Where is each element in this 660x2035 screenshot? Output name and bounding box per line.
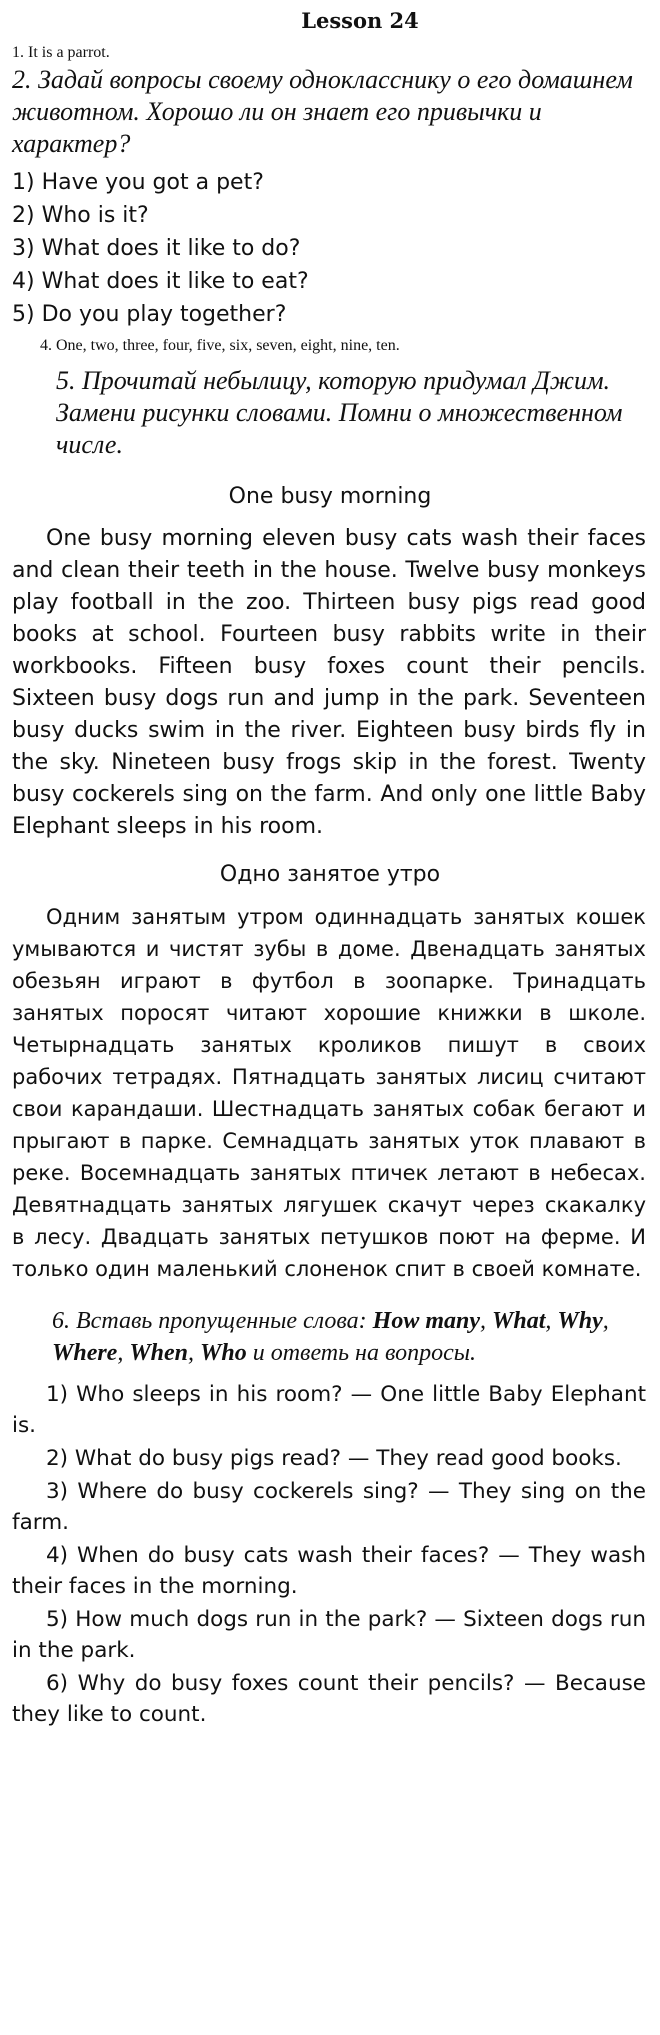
answers-list bbox=[0, 1379, 660, 1730]
lesson-title: Lesson 24 bbox=[301, 8, 419, 33]
story-ru-text: Одним занятым утром одиннадцать занятых кошек умываются и чистят зубы в доме. Двенадцать занятых обезьян играют в футбол в зоопарке. Тринадцать занятых поросят читают хорошие книжки в школе. Четырнадцать занятых кроликов пишут в своих рабочих тетрадях. Пятнадцать занятых лисиц считают свои карандаши. Шестнадцать занятых собак бегают и прыгают в парке. Семнадцать занятых уток плавают в реке. Восемнадцать занятых птичек летают в небесах. Девятнадцать занятых лягушек скачут через скакалку в лесу. Двадцать занятых петушков поют на ферме. И только один маленький слоненок спит в своей комнате. bbox=[12, 905, 646, 1281]
task-6-instruction: 6. Вставь пропущенные слова: How many, What, Why, Where, When, Who и ответь на вопросы. bbox=[52, 1308, 609, 1366]
answer-item: 3) Where do busy cockerels sing? — They sing on the farm. bbox=[12, 1479, 646, 1535]
item-4-answer: 4. One, two, three, four, five, six, seven, eight, nine, ten. bbox=[40, 337, 400, 354]
task-6-word: When bbox=[129, 1340, 189, 1366]
question-item: 3) What does it like to do? bbox=[12, 236, 301, 261]
task-6-word: What bbox=[492, 1308, 546, 1334]
task-6-word: Where bbox=[52, 1340, 118, 1366]
story-ru-title: Одно занятое утро bbox=[219, 862, 441, 887]
task-6-prefix: 6. Вставь пропущенные слова: bbox=[52, 1308, 373, 1334]
question-item: 2) Who is it? bbox=[12, 203, 149, 228]
task-6-suffix: и ответь на вопросы. bbox=[246, 1340, 476, 1366]
answer-item: 5) How much dogs run in the park? — Sixteen dogs run in the park. bbox=[12, 1607, 646, 1663]
question-item: 1) Have you got a pet? bbox=[12, 170, 264, 195]
answer-item: 1) Who sleeps in his room? — One little Baby Elephant is. bbox=[12, 1382, 646, 1438]
task-6-word: Who bbox=[200, 1340, 247, 1366]
story-en-text: One busy morning eleven busy cats wash their faces and clean their teeth in the house. Twelve busy monkeys play football in the zoo. Thirteen busy pigs read good books at school. Fourteen busy rabbits write in their workbooks. Fifteen busy foxes count their pencils. Sixteen busy dogs run and jump in the park. Seventeen busy ducks swim in the river. Eighteen busy birds fly in the sky. Nineteen busy frogs skip in the forest. Twenty busy cockerels sing on the farm. And only one little Baby Elephant sleeps in his room. bbox=[12, 526, 646, 839]
task-6-word: Why bbox=[557, 1308, 603, 1334]
question-list bbox=[0, 166, 660, 331]
task-2-instruction: 2. Задай вопросы своему однокласснику о его домашнем животном. Хорошо ли он знает его привычки и характер? bbox=[12, 65, 633, 158]
answer-item: 6) Why do busy foxes count their pencils? — Because they like to count. bbox=[12, 1671, 646, 1727]
question-item: 5) Do you play together? bbox=[12, 302, 287, 327]
item-1-answer: 1. It is a parrot. bbox=[12, 44, 110, 61]
answer-item: 2) What do busy pigs read? — They read good books. bbox=[46, 1446, 622, 1471]
story-en-title: One busy morning bbox=[228, 484, 432, 509]
task-6-word: How many bbox=[372, 1308, 481, 1334]
task-5-instruction: 5. Прочитай небылицу, которую придумал Джим. Замени рисунки словами. Помни о множественном числе. bbox=[56, 366, 623, 459]
question-item: 4) What does it like to eat? bbox=[12, 269, 309, 294]
answer-item: 4) When do busy cats wash their faces? — They wash their faces in the morning. bbox=[12, 1543, 646, 1599]
